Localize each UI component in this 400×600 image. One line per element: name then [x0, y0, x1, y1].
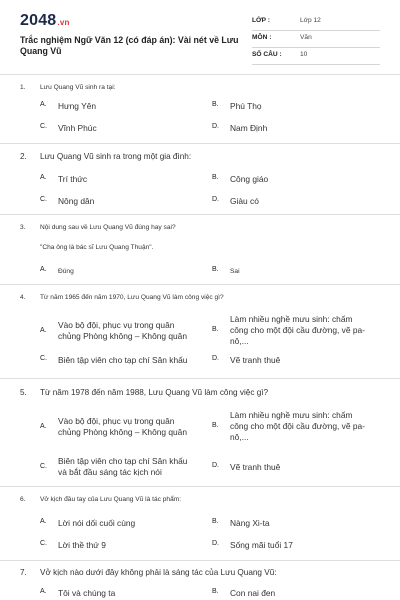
option-text: Nàng Xi-ta [230, 518, 270, 528]
option-text: Làm nhiều nghề mưu sinh: chấm công cho một đội cầu đường, vẽ pa-nô,... [230, 410, 365, 442]
question-number: 7. [20, 568, 27, 577]
option-letter: A. [40, 588, 47, 595]
option-letter: B. [212, 518, 219, 525]
divider [0, 214, 400, 215]
meta-label: LỚP : [252, 17, 270, 24]
meta-row-class [252, 14, 380, 31]
option-letter: B. [212, 174, 219, 181]
option-text: Nông dân [58, 196, 95, 206]
option-letter: C. [40, 196, 47, 203]
option-text: Tôi và chúng ta [58, 588, 116, 598]
divider [0, 560, 400, 561]
option-letter: B. [212, 422, 219, 429]
question-number: 3. [20, 224, 26, 231]
question-text: Từ năm 1965 đến năm 1970, Lưu Quang Vũ làm công việc gì? [40, 294, 224, 301]
meta-row-count [252, 48, 380, 65]
option-text: Con nai đen [230, 588, 276, 598]
option-letter: D. [212, 196, 219, 203]
divider [0, 378, 400, 379]
option-text: Sai [230, 268, 240, 275]
meta-value: Văn [300, 34, 312, 41]
meta-value: Lớp 12 [300, 17, 321, 24]
option-letter: B. [212, 326, 219, 333]
option-letter: C. [40, 463, 47, 470]
question-text: Lưu Quang Vũ sinh ra tại: [40, 84, 116, 91]
site-logo[interactable] [20, 12, 70, 30]
option-text: Biên tập viên cho tạp chí Sân khấu và bắt đầu sáng tác kịch nói [58, 456, 188, 477]
option-text: Hưng Yên [58, 101, 97, 111]
option-text: Sống mãi tuổi 17 [230, 540, 293, 550]
option-letter: A. [40, 327, 47, 334]
option-text: Vẽ tranh thuê [230, 462, 281, 472]
option-letter: D. [212, 462, 219, 469]
logo-suffix: .vn [57, 18, 70, 27]
option-letter: D. [212, 540, 219, 547]
meta-value: 10 [300, 51, 308, 58]
option-text: Vào bộ đội, phục vụ trong quân chủng Phòng không – Không quân [58, 416, 187, 437]
divider [0, 74, 400, 75]
option-text: Trí thức [58, 174, 88, 184]
question-quote: "Cha ông là bác sĩ Lưu Quang Thuận". [40, 244, 154, 251]
option-letter: D. [212, 355, 219, 362]
option-letter: C. [40, 123, 47, 130]
option-letter: B. [212, 266, 219, 273]
meta-label: SỐ CÂU : [252, 51, 282, 58]
option-letter: A. [40, 101, 47, 108]
option-text: Công giáo [230, 174, 269, 184]
question-text: Lưu Quang Vũ sinh ra trong một gia đình: [40, 152, 192, 161]
option-text: Vẽ tranh thuê [230, 355, 281, 365]
option-text: Nam Định [230, 123, 268, 133]
option-letter: A. [40, 423, 47, 430]
option-letter: B. [212, 588, 219, 595]
question-number: 1. [20, 84, 26, 91]
divider [0, 284, 400, 285]
question-number: 6. [20, 496, 26, 503]
option-letter: A. [40, 174, 47, 181]
option-text: Lời nói dối cuối cùng [58, 518, 136, 528]
option-text: Biên tập viên cho tạp chí Sân khấu [58, 355, 188, 365]
question-text: Vở kịch đầu tay của Lưu Quang Vũ là tác phẩm: [40, 496, 182, 503]
question-number: 5. [20, 388, 27, 397]
option-text: Đúng [58, 268, 74, 275]
option-text: Vĩnh Phúc [58, 123, 97, 133]
option-letter: C. [40, 540, 47, 547]
meta-row-subject [252, 31, 380, 48]
option-text: Giàu có [230, 196, 259, 206]
option-letter: D. [212, 123, 219, 130]
option-letter: A. [40, 518, 47, 525]
option-text: Lời thề thứ 9 [58, 540, 106, 550]
option-letter: A. [40, 266, 47, 273]
option-text: Phú Thọ [230, 101, 262, 111]
page-title: Trắc nghiệm Ngữ Văn 12 (có đáp án): Vài nét về Lưu Quang Vũ [20, 35, 239, 56]
meta-table [252, 14, 380, 65]
question-number: 2. [20, 152, 27, 161]
question-text: Nội dung sau về Lưu Quang Vũ đúng hay sai? [40, 224, 176, 231]
meta-label: MÔN : [252, 34, 272, 41]
option-letter: B. [212, 101, 219, 108]
option-letter: C. [40, 355, 47, 362]
question-text: Vở kịch nào dưới đây không phải là sáng tác của Lưu Quang Vũ: [40, 568, 277, 577]
document-header [20, 12, 380, 64]
question-number: 4. [20, 294, 26, 301]
divider [0, 486, 400, 487]
question-text: Từ năm 1978 đến năm 1988, Lưu Quang Vũ làm công việc gì? [40, 388, 269, 397]
divider [0, 143, 400, 144]
option-text: Vào bộ đội, phục vụ trong quân chủng Phòng không – Không quân [58, 320, 187, 341]
option-text: Làm nhiều nghề mưu sinh: chấm công cho một đội cầu đường, vẽ pa-nô,... [230, 314, 365, 346]
logo-text: 2048 [20, 12, 57, 29]
